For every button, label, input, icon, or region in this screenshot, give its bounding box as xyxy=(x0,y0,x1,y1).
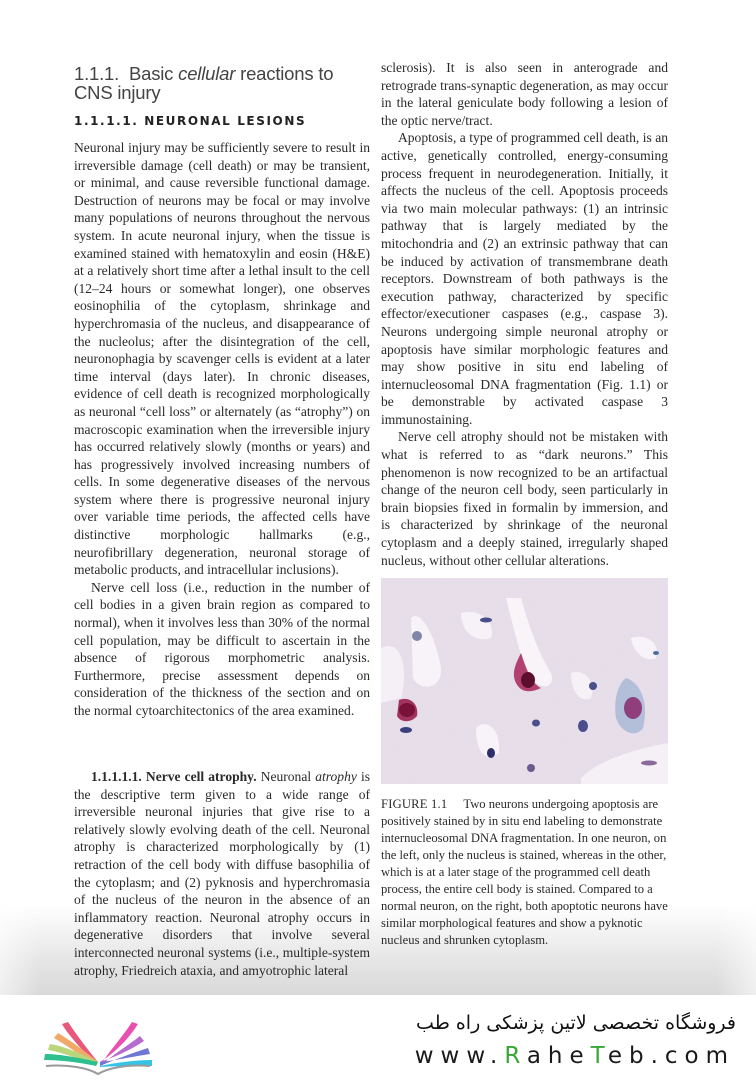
section-title-italic: cellular xyxy=(178,63,236,84)
open-book-rainbow-logo-icon xyxy=(38,1010,158,1076)
url-accent-r: R xyxy=(504,1043,527,1069)
url-suffix: eb.com xyxy=(607,1043,735,1069)
left-column-body xyxy=(74,139,370,720)
url-text: ahe xyxy=(526,1043,591,1069)
shop-name-persian: فروشگاه تخصصی لاتین پزشکی راه طب xyxy=(416,1012,736,1034)
website-url[interactable] xyxy=(415,1043,735,1069)
run-in-title: Nerve cell atrophy. xyxy=(145,769,257,784)
url-prefix: www. xyxy=(414,1043,505,1069)
figure-label: FIGURE 1.1 xyxy=(381,797,448,811)
paragraph: Apoptosis, a type of programmed cell death, is an active, genetically controlled, energy-consuming process frequent in neurodegeneration. Initially, it affects the nucleus of the cell. Apoptosis proceeds via two main molecular pathways: (1) an intrinsic pathway that is largely mediated by the mitochondria and (2) an extrinsic pathway that can be induced by activation of transmembrane death receptors. Downstream of both pathways is the execution pathway, characterized by specific effector/executioner caspases (e.g., caspase 3). Neurons undergoing simple neuronal atrophy or apoptosis have similar morphologic features and may show positive in situ end labeling of internucleosomal DNA fragmentation (Fig. 1.1) or be demonstrable by activated caspase 3 immunostaining. xyxy=(381,130,668,427)
paragraph xyxy=(74,768,370,979)
text: is the descriptive term given to a wide range of irreversible neuronal injuries that give rise to a relatively slowly evolving death of the cell. Neuronal atrophy is characterized morphologically by (1) retraction of the cell body with diffuse basophilia of the cytoplasm; and (2) pyknosis and hyperchromasia of the nucleus of the neuron in the absence of an inflammatory reaction. Neuronal atrophy occurs in degenerative disorders that involve several interconnected neuronal systems (i.e., multiple-system atrophy, Friedreich ataxia, and amyotrophic lateral xyxy=(74,769,370,978)
subsection-heading: 1.1.1.1. NEURONAL LESIONS xyxy=(74,114,307,128)
figure-micrograph xyxy=(381,578,668,784)
paragraph: Neuronal injury may be sufficiently severe to result in irreversible damage (cell death) or may be transient, or minimal, and cause reversible functional damage. Destruction of neurons may be focal or may involve many populations of neurons throughout the nervous system. In acute neuronal injury, when the tissue is examined stained with hematoxylin and eosin (H&E) at a relatively short time after a lethal insult to the cell (12–24 hours or somewhat longer), one observes eosinophilia of the cytoplasm, shrinkage and hyperchromasia of the nucleus, and disappearance of the nucleolus; after the disintegration of the cell, neuronophagia by scavenger cells is evident at a later time interval (days later). In chronic diseases, evidence of cell death is recognized morphologically as neuronal “cell loss” or alternately (as “atrophy”) on macroscopic examination when the irreversible injury has occurred relatively slowly (months or years) and has progressively involved increasing numbers of cells. In some degenerative diseases of the nervous system where there is progressive neuronal injury over variable time periods, the affected cells have distinctive morphologic hallmarks (e.g., neurofibrillary degeneration, neuronal storage of metabolic products, and intracellular inclusions). xyxy=(74,140,370,578)
section-number: 1.1.1. xyxy=(74,63,120,84)
figure-caption-text: Two neurons undergoing apoptosis are positively stained by in situ end labeling to demonstrate internucleosomal DNA fragmentation. In one neuron, on the left, only the nucleus is stained, whereas in the other, which is at a later stage of the programmed cell death process, the entire cell body is stained. Compared to a normal neuron, on the right, both apoptotic neurons have similar morphological features and show a pyknotic nucleus and shrunken cytoplasm. xyxy=(381,797,668,947)
italic-term: atrophy xyxy=(315,769,357,784)
figure-caption xyxy=(381,796,668,949)
text: Neuronal xyxy=(256,769,316,784)
section-title-after: reactions to CNS injury xyxy=(74,63,334,103)
section-heading xyxy=(74,64,374,102)
paragraph: Nerve cell loss (i.e., reduction in the number of cell bodies in a given brain region as compared to normal), when it involves less than 30% of the normal cell population, may be difficult to ascertain in the absence of rigorous morphometric analysis. Furthermore, precise assessment depends on consideration of the thickness of the section and on the normal cytoarchitectonics of the area examined. xyxy=(74,579,370,718)
paragraph: sclerosis). It is also seen in anterograde and retrograde trans-synaptic degeneration, as may occur in the lateral geniculate body following a lesion of the optic nerve/tract. xyxy=(381,60,668,128)
right-column-body xyxy=(381,59,668,569)
micrograph-image xyxy=(381,578,668,784)
url-accent-t: T xyxy=(590,1043,608,1069)
paragraph: Nerve cell atrophy should not be mistaken with what is referred to as “dark neurons.” This phenomenon is now recognized to be an artifactual change of the neuron cell body, seen particularly in brain biopsies fixed in formalin by immersion, and is characterized by shrinkage of the neuronal cytoplasm and a deeply stained, irregularly shaped nucleus, without other cellular alterations. xyxy=(381,429,668,568)
section-title-before: Basic xyxy=(128,63,179,84)
run-in-number: 1.1.1.1.1. xyxy=(91,769,142,784)
nerve-cell-atrophy-section xyxy=(74,768,370,979)
